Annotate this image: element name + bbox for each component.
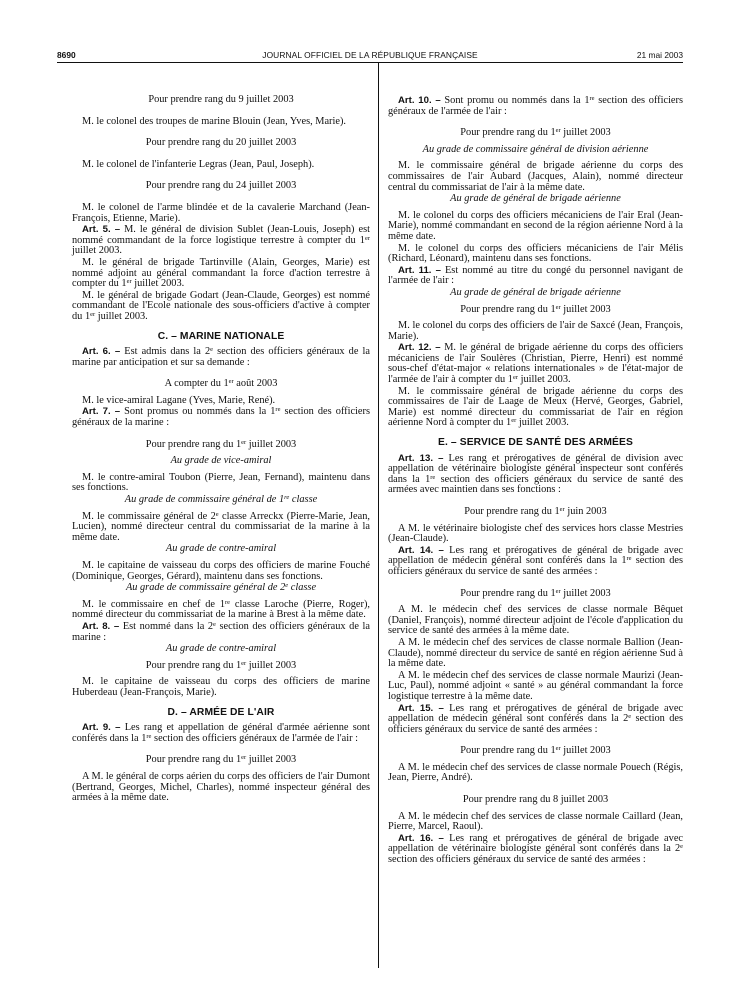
rank-date-heading: Pour prendre rang du 1er juillet 2003 [145, 659, 297, 671]
article-text: Est admis dans la 2e section des officiers généraux de la marine par anticipation et sur sa demande : [72, 346, 370, 368]
header-rule [57, 62, 683, 63]
article-text: M. le général de brigade aérienne du corps des officiers mécaniciens de l'air Soulères (Christian, Pierre, Henri) est nommé sous-chef d'état-major « relations internationales » de l'état-major de l'armée de l'air à compter du 1er juillet 2003. [388, 342, 683, 386]
rank-date-heading: Pour prendre rang du 1er juin 2003 [464, 506, 607, 517]
appointment-paragraph: M. le général de brigade Godart (Jean-Claude, Georges) est nommé commandant de l'Ecole nationale des sous-officiers d'active à compter du 1er juillet 2003. [72, 289, 370, 322]
appointment-paragraph: A M. le général de corps aérien du corps des officiers de l'air Dumont (Bertrand, Georges, Michel, Charles), nommé inspecteur général des armées à la même date. [72, 770, 370, 804]
appointment-paragraph: M. le capitaine de vaisseau du corps des officiers de marine Fouché (Dominique, Georges, Gérard), maintenu dans ses fonctions. [72, 560, 370, 582]
article-paragraph [388, 546, 683, 578]
appointment-paragraph: M. le commissaire général de brigade aérienne du corps des commissaires de l'air Aubard (Jacques, Alain), nommé directeur central du commissariat de l'air à la même date. [388, 160, 683, 193]
article-text: Les rang et appellation de général d'armée aérienne sont conférés dans la 1re section des officiers généraux de l'armée de l'air : [72, 722, 370, 744]
appointment-paragraph: M. le général de brigade Tartinville (Alain, Georges, Marie) est nommé adjoint au général commandant la force d'action terrestre à compter du 1er juillet 2003. [72, 256, 370, 290]
article-label: Art. 15. – [398, 702, 444, 714]
article-paragraph [388, 266, 683, 287]
appointment-paragraph: A M. le médecin chef des services de classe normale Pouech (Régis, Jean, Pierre, André). [388, 761, 683, 784]
rank-date-heading: Pour prendre rang du 1er juillet 2003 [460, 587, 611, 599]
article-label: Art. 13. – [398, 452, 444, 464]
rank-date-heading: Pour prendre rang du 24 juillet 2003 [145, 180, 297, 192]
appointment-paragraph: M. le colonel des troupes de marine Blouin (Jean, Yves, Marie). [82, 115, 346, 127]
appointment-paragraph: M. le colonel de l'arme blindée et de la cavalerie Marchand (Jean-François, Etienne, Marie). [72, 201, 370, 224]
rank-date-heading: Pour prendre rang du 1er juillet 2003 [145, 754, 297, 766]
article-paragraph [388, 343, 683, 385]
article-label: Art. 6. – [82, 346, 121, 358]
appointment-paragraph: M. le commissaire général de 2e classe Arreckx (Pierre-Marie, Jean, Lucien), nommé directeur central du commissariat de la marine à la même date. [72, 510, 370, 543]
appointment-paragraph: M. le vice-amiral Lagane (Yves, Marie, René). [82, 394, 276, 406]
appointment-paragraph: M. le colonel du corps des officiers mécaniciens de l'air Eral (Jean-Marie), nommé commandant en second de la région aérienne Nord à la même date. [388, 209, 683, 242]
article-text: Est nommé au titre du congé du personnel navigant de l'armée de l'air : [388, 264, 683, 287]
grade-heading: Au grade de contre-amiral [165, 543, 277, 555]
appointment-paragraph: A M. le médecin chef des services de classe normale Bêquet (Daniel, François), nommé directeur adjoint de l'école d'application du service de santé des armées à la même date. [388, 604, 683, 637]
rank-date-heading: Pour prendre rang du 20 juillet 2003 [145, 137, 297, 149]
page-number: 8690 [57, 50, 76, 60]
appointment-paragraph: M. le contre-amiral Toubon (Pierre, Jean, Fernand), maintenu dans ses fonctions. [72, 471, 370, 494]
article-label: Art. 14. – [398, 544, 444, 556]
article-text: Les rang et prérogatives de général de division avec appellation de vétérinaire biologiste général inspecteur sont conférés dans la 1re section des officiers généraux du service de santé des armées avec maintien dans ses fonctions : [388, 452, 683, 496]
column-divider [378, 63, 379, 968]
rank-date-heading: Pour prendre rang du 1er juillet 2003 [145, 438, 297, 450]
article-text: Les rang et prérogatives de général de brigade avec appellation de vétérinaire biologiste général sont conférés dans la 2e section des officiers généraux du service de santé des armées : [388, 832, 684, 866]
article-text: Est nommé dans la 2e section des officiers généraux de la marine : [72, 620, 370, 643]
appointment-paragraph: M. le capitaine de vaisseau du corps des officiers de marine Huberdeau (Jean-François, Marie). [72, 676, 370, 698]
article-text: Les rang et prérogatives de général de brigade avec appellation de médecin général sont conférés dans la 1re section des officiers généraux du service de santé des armées : [388, 544, 684, 577]
article-label: Art. 12. – [398, 342, 441, 354]
rank-date-heading: Pour prendre rang du 1er juillet 2003 [460, 745, 611, 757]
section-heading: C. – MARINE NATIONALE [157, 330, 285, 342]
rank-date-heading: Pour prendre rang du 9 juillet 2003 [148, 94, 294, 105]
article-text: M. le général de division Sublet (Jean-Louis, Joseph) est nommé commandant de la force logistique terrestre à compter du 1er juillet 2003. [72, 224, 370, 257]
article-label: Art. 5. – [82, 224, 121, 236]
grade-heading: Au grade de général de brigade aérienne [450, 286, 621, 298]
grade-heading: Au grade de général de brigade aérienne [450, 193, 621, 205]
article-text: Sont promu ou nommés dans la 1re section des officiers généraux de l'armée de l'air : [388, 95, 683, 117]
journal-title: JOURNAL OFFICIEL DE LA RÉPUBLIQUE FRANÇAISE [262, 50, 478, 60]
appointment-paragraph: A M. le médecin chef des services de classe normale Ballion (Jean-Claude), nommé directeur du service de santé en région aérienne Sud à la même date. [388, 636, 683, 670]
right-column [388, 96, 683, 867]
article-paragraph [72, 347, 370, 368]
appointment-paragraph: A M. le médecin chef des services de classe normale Maurizi (Jean-Luc, Paul), nommé adjoint « santé » au général commandant la force logistique terrestre à la même date. [388, 669, 683, 702]
grade-heading: Au grade de commissaire général de division aérienne [422, 143, 649, 155]
rank-date-heading: Pour prendre rang du 1er juillet 2003 [460, 303, 611, 315]
article-text: Les rang et prérogatives de général de brigade avec appellation de médecin général sont conférés dans la 2e section des officiers généraux du service de santé des armées : [388, 702, 684, 735]
rank-date-heading: A compter du 1er août 2003 [164, 378, 278, 390]
rank-date-heading: Pour prendre rang du 8 juillet 2003 [462, 794, 609, 806]
article-paragraph [388, 704, 683, 736]
article-paragraph [72, 225, 370, 257]
article-paragraph [388, 834, 683, 866]
article-label: Art. 10. – [398, 95, 441, 106]
appointment-paragraph: M. le commissaire général de brigade aérienne du corps des commissaires de l'air de Laage de Meux (Hervé, Georges, Gabriel, Marie) est nommé directeur du commissariat de l'air en région aérienne Nord à compter du 1er juillet 2003. [388, 385, 683, 429]
left-column [72, 95, 370, 805]
article-paragraph [72, 723, 370, 744]
appointment-paragraph: M. le commissaire en chef de 1re classe Laroche (Pierre, Roger), nommé directeur du commissariat de la marine à Brest à la même date. [72, 598, 370, 621]
article-label: Art. 16. – [398, 832, 444, 844]
grade-heading: Au grade de vice-amiral [170, 455, 272, 467]
grade-heading: Au grade de contre-amiral [165, 643, 277, 655]
article-text: Sont promus ou nommés dans la 1re section des officiers généraux de la marine : [72, 406, 370, 429]
grade-heading: Au grade de commissaire général de 1re classe [124, 494, 318, 506]
article-paragraph [72, 622, 370, 643]
appointment-paragraph: A M. le médecin chef des services de classe normale Caillard (Jean, Pierre, Marcel, Raoul). [388, 810, 683, 833]
article-label: Art. 7. – [82, 406, 121, 418]
appointment-paragraph: A M. le vétérinaire biologiste chef des services hors classe Mestries (Jean-Claude). [388, 522, 683, 545]
rank-date-heading: Pour prendre rang du 1er juillet 2003 [460, 127, 611, 139]
article-label: Art. 9. – [82, 722, 121, 734]
section-heading: E. – SERVICE DE SANTÉ DES ARMÉES [438, 437, 633, 449]
section-heading: D. – ARMÉE DE L'AIR [167, 706, 275, 718]
appointment-paragraph: M. le colonel de l'infanterie Legras (Jean, Paul, Joseph). [82, 158, 315, 170]
appointment-paragraph: M. le colonel du corps des officiers de l'air de Saxcé (Jean, François, Marie). [388, 320, 683, 342]
article-paragraph [388, 96, 683, 117]
grade-heading: Au grade de commissaire général de 2e classe [125, 582, 317, 594]
appointment-paragraph: M. le colonel du corps des officiers mécaniciens de l'air Mélis (Richard, Léonard), maintenu dans ses fonctions. [388, 242, 683, 265]
article-label: Art. 8. – [82, 620, 120, 632]
article-paragraph [388, 454, 683, 496]
article-label: Art. 11. – [398, 264, 441, 276]
publication-date: 21 mai 2003 [636, 50, 683, 60]
article-paragraph [72, 407, 370, 428]
